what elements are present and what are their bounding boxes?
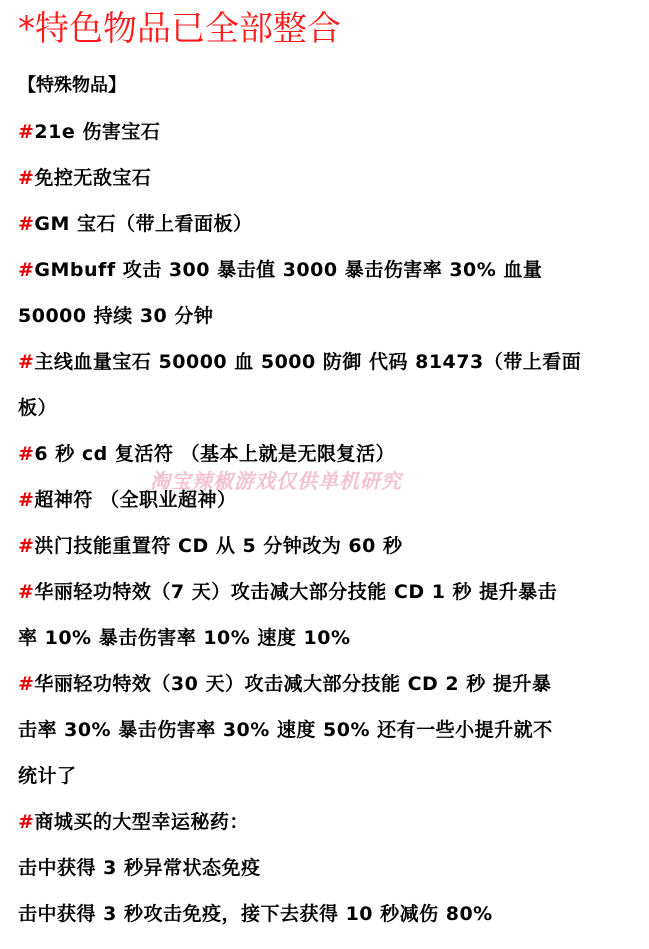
hash-mark: # bbox=[18, 351, 35, 373]
item-line-4-cont bbox=[18, 303, 213, 329]
item-line-1 bbox=[18, 119, 160, 145]
item-line-6 bbox=[18, 441, 395, 467]
item-line-10-cont-2 bbox=[18, 763, 77, 789]
item-line-11-detail-1 bbox=[18, 855, 260, 881]
item-line-11 bbox=[18, 809, 249, 835]
hash-mark: # bbox=[18, 259, 35, 281]
item-line-3 bbox=[18, 211, 253, 237]
item-line-10-cont bbox=[18, 717, 553, 743]
item-line-5-cont bbox=[18, 395, 57, 421]
item-text: 50000 持续 30 分钟 bbox=[18, 305, 214, 327]
item-text: 免控无敌宝石 bbox=[34, 167, 152, 189]
hash-mark: # bbox=[18, 213, 35, 235]
item-line-2 bbox=[18, 165, 151, 191]
item-text: 率 10% 暴击伤害率 10% 速度 10% bbox=[18, 627, 351, 649]
hash-mark: # bbox=[18, 121, 35, 143]
page-title: *特色物品已全部整合 bbox=[18, 9, 341, 49]
item-line-8 bbox=[18, 533, 403, 559]
item-line-4 bbox=[18, 257, 542, 283]
item-text: 击中获得 3 秒攻击免疫，接下去获得 10 秒减伤 80% bbox=[18, 903, 493, 925]
item-text: 华丽轻功特效（30 天）攻击减大部分技能 CD 2 秒 提升暴 bbox=[34, 673, 552, 695]
hash-mark: # bbox=[18, 489, 35, 511]
hash-mark: # bbox=[18, 443, 35, 465]
item-line-5 bbox=[18, 349, 581, 375]
item-text: 21e 伤害宝石 bbox=[34, 121, 161, 143]
hash-mark: # bbox=[18, 673, 35, 695]
item-text: 超神符 （全职业超神） bbox=[34, 489, 237, 511]
hash-mark: # bbox=[18, 535, 35, 557]
section-header-special-items: 【特殊物品】 bbox=[18, 75, 126, 96]
item-line-11-detail-2 bbox=[18, 901, 493, 927]
item-line-9-cont bbox=[18, 625, 351, 651]
item-text: 商城买的大型幸运秘药： bbox=[34, 811, 249, 833]
item-text: 板） bbox=[18, 397, 58, 419]
hash-mark: # bbox=[18, 811, 35, 833]
hash-mark: # bbox=[18, 167, 35, 189]
item-text: GM 宝石（带上看面板） bbox=[34, 213, 253, 235]
item-text: 击中获得 3 秒异常状态免疫 bbox=[18, 857, 261, 879]
item-text: 统计了 bbox=[18, 765, 77, 787]
watermark: 淘宝辣椒游戏仅供单机研究 bbox=[150, 469, 402, 493]
hash-mark: # bbox=[18, 581, 35, 603]
item-line-9 bbox=[18, 579, 557, 605]
item-text: 华丽轻功特效（7 天）攻击减大部分技能 CD 1 秒 提升暴击 bbox=[34, 581, 558, 603]
item-text: 洪门技能重置符 CD 从 5 分钟改为 60 秒 bbox=[34, 535, 403, 557]
item-line-7 bbox=[18, 487, 237, 513]
item-text: 击率 30% 暴击伤害率 30% 速度 50% 还有一些小提升就不 bbox=[18, 719, 553, 741]
item-text: 6 秒 cd 复活符 （基本上就是无限复活） bbox=[34, 443, 395, 465]
item-text: GMbuff 攻击 300 暴击值 3000 暴击伤害率 30% 血量 bbox=[34, 259, 543, 281]
item-line-10 bbox=[18, 671, 551, 697]
item-text: 主线血量宝石 50000 血 5000 防御 代码 81473（带上看面 bbox=[34, 351, 582, 373]
